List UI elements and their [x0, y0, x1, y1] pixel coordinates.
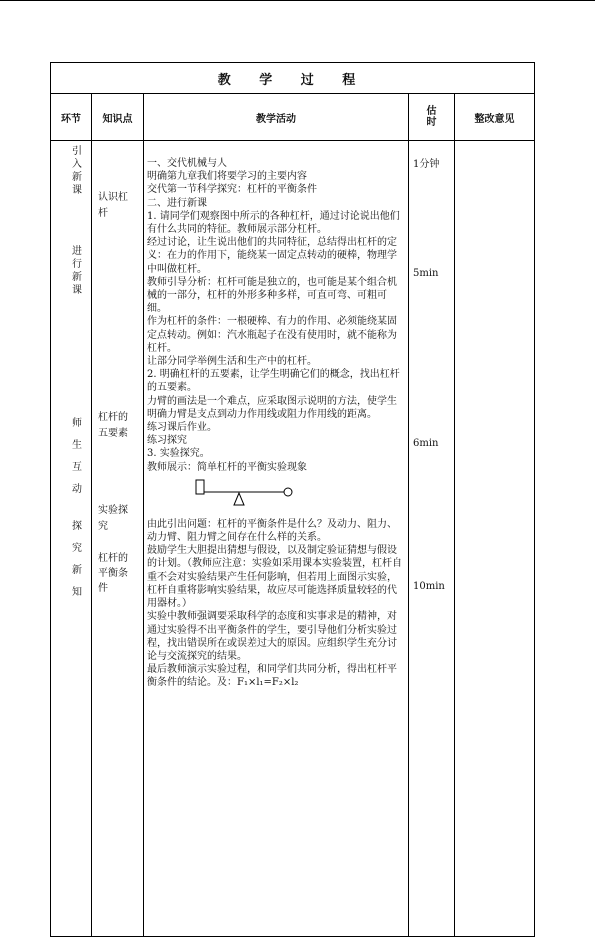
time-experiment: 10min	[413, 581, 445, 592]
activity-line: 练习课后作业。	[147, 422, 217, 434]
activity-line: 交代第一节科学探究：杠杆的平衡条件	[147, 184, 317, 196]
knowledge-five-elements: 杠杆的五要素	[98, 412, 128, 439]
knowledge-column	[92, 141, 144, 937]
activity-line: 力臂的画法是一个难点，应采取图示说明的方法，使学生明确力臂是支点到动力作用线或阻力作用线的距离。	[147, 395, 397, 420]
knowledge-experiment: 实验探究	[98, 505, 128, 532]
knowledge-balance-condition: 杠杆的平衡条件	[98, 553, 128, 594]
knowledge-recognize-lever: 认识杠杆	[98, 192, 128, 219]
revise-column	[455, 141, 535, 937]
header-section: 环节	[51, 94, 92, 141]
lever-diagram	[184, 478, 294, 508]
activity-column	[144, 141, 409, 937]
section-new-lesson: 进行新课	[72, 246, 82, 296]
section-column	[51, 141, 92, 937]
section-explore: 探究新知	[72, 521, 82, 598]
activity-line: 1. 请同学们观察图中所示的各种杠杆，通过讨论说出他们有什么共同的特征。教师展示部分杠杆。	[147, 210, 400, 236]
header-activity: 教学活动	[144, 94, 409, 141]
activity-line: 实验中教师强调要采取科学的态度和实事求是的精神，对通过实验得不出平衡条件的学生，要引导他们分析实验过程，找出错误所在或误差过大的原因。应组织学生充分讨论与交流探究的结果。	[147, 611, 397, 662]
activity-line: 练习探究	[147, 435, 187, 447]
lever-fulcrum	[234, 493, 244, 505]
activity-line: 让部分同学举例生活和生产中的杠杆。	[147, 356, 317, 368]
page-top-rule	[0, 0, 595, 1]
header-time-line1: 估	[426, 106, 437, 117]
activity-line: 教师引导分析：杠杆可能是独立的，也可能是某个组合机械的一部分，杠杆的外形多种多样，可直可弯、可粗可细。	[147, 276, 397, 315]
activity-line: 一、交代机械与人	[147, 158, 227, 169]
activity-line: 2. 明确杠杆的五要素，让学生明确它们的概念，找出杠杆的五要素。	[147, 369, 400, 394]
activity-line: 二、进行新课	[147, 197, 207, 209]
time-five-elements: 6min	[413, 438, 439, 449]
activity-line: 最后教师演示实验过程，和同学们共同分析，得出杠杆平衡条件的结论。及：F₁×l₁=F₂×l₂	[147, 664, 397, 689]
header-revise: 整改意见	[455, 94, 535, 141]
lesson-plan-table	[50, 62, 535, 937]
header-time	[409, 94, 455, 141]
header-time-line2: 时	[426, 117, 437, 128]
activity-line: 经过讨论，让生说出他们的共同特征，总结得出杠杆的定义：在力的作用下，能绕某一固定点转动的硬棒，物理学中叫做杠杆。	[147, 237, 397, 275]
section-intro: 引入新课	[72, 146, 82, 196]
section-interaction: 师生互动	[72, 418, 82, 495]
time-intro: 1分钟	[413, 159, 440, 170]
activity-line: 鼓励学生大胆提出猜想与假设，以及制定验证猜想与假设的计划。（教师应注意：实验如采用课本实验装置，杠杆自重不会对实验结果产生任何影响，但若用上面图示实验，杠杆自重将影响实验结果，故应尽可能选择质量较轻的代用器材。）	[147, 545, 402, 610]
header-knowledge: 知识点	[92, 94, 144, 141]
time-column	[409, 141, 455, 937]
activity-line: 3. 实验探究。	[147, 448, 210, 460]
activity-line: 教师展示：简单杠杆的平衡实验现象	[147, 461, 307, 473]
table-title: 教 学 过 程	[51, 63, 535, 94]
time-new-lesson: 5min	[413, 268, 439, 279]
lever-weight	[196, 480, 204, 494]
activity-line: 明确第九章我们将要学习的主要内容	[147, 171, 307, 183]
activity-line: 作为杠杆的条件：一根硬棒、有力的作用、必须能绕某固定点转动。例如：汽水瓶起子在没有使用时，就不能称为杠杆。	[147, 316, 397, 354]
lever-ring	[284, 488, 292, 496]
activity-line: 由此引出问题：杠杆的平衡条件是什么？及动力、阻力、动力臂、阻力臂之间存在什么样的关系。	[147, 518, 397, 544]
